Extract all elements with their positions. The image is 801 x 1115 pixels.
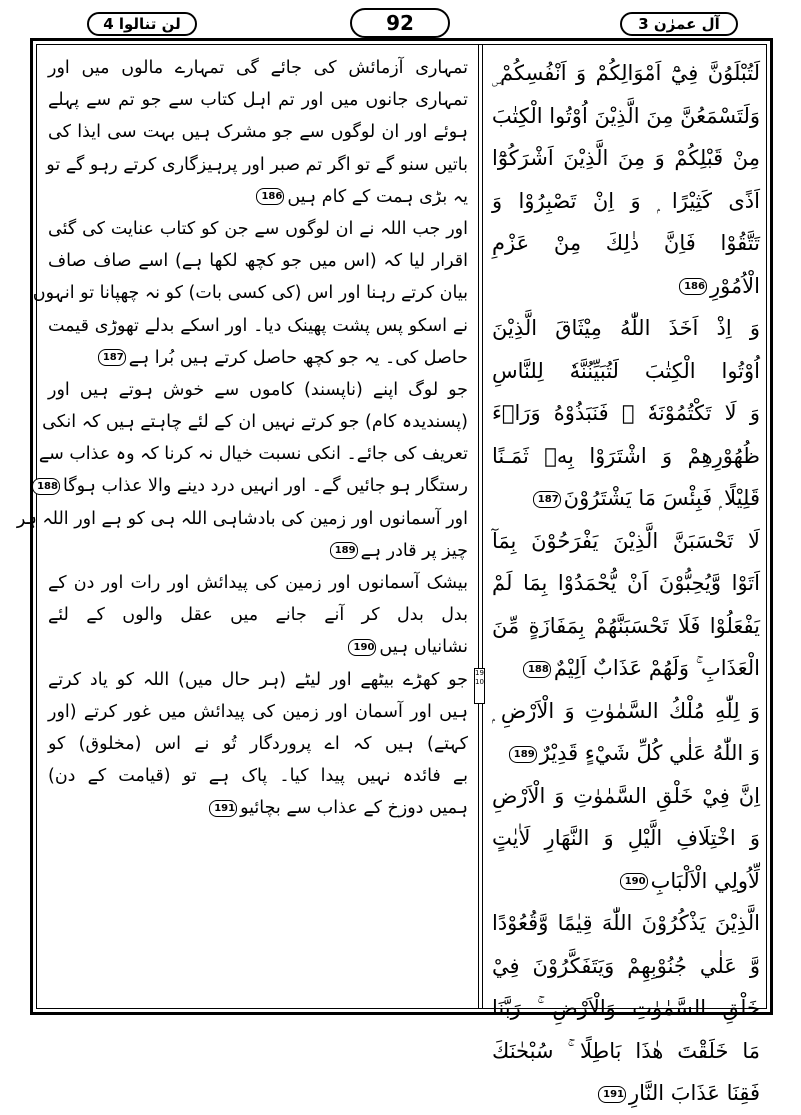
urdu-line: [48, 84, 468, 116]
urdu-line-text: تمہاری جانوں میں اور تم اہل کتاب سے جو تم سے پہلے: [48, 90, 468, 111]
ayah-number-marker: 188: [32, 478, 60, 495]
urdu-line-text: رستگار ہو جائیں گے۔ اور انہیں درد دینے والا عذاب ہوگا: [62, 476, 468, 497]
ruku-marker-bottom: 10: [475, 678, 484, 686]
urdu-line-text: چیز پر قادر ہے: [360, 540, 468, 561]
arabic-line-text: يَفْعَلُوْا فَلَا تَحْسَبَنَّھُمْ بِمَفَازَةٍ مِّنَ: [492, 613, 760, 638]
urdu-line-text: اور جب اللہ نے ان لوگوں سے جن کو کتاب عنایت کی گئی: [48, 218, 468, 239]
ayah-number-marker: 186: [679, 278, 707, 295]
arabic-line: [492, 690, 760, 733]
urdu-line-text: نے اسکو پس پشت پھینک دیا۔ اور اسکے بدلے تھوڑی قیمت: [48, 315, 468, 336]
ayah-number-marker: 190: [348, 639, 376, 656]
arabic-line: [492, 180, 760, 223]
urdu-line: [48, 181, 468, 213]
ruku-marker-top: 19: [475, 669, 484, 677]
urdu-line: [48, 567, 468, 599]
arabic-line-text: الْاُمُوْرِ: [709, 273, 760, 298]
arabic-line: [492, 817, 760, 860]
arabic-line-text: وَ لِلّٰهِ مُلْكُ السَّمٰوٰتِ وَ الْاَرْضِ ۭ: [492, 698, 760, 723]
urdu-line-text: جو کھڑے بیٹھے اور لیٹے (ہر حال میں) اللہ کو یاد کرتے: [48, 669, 468, 690]
arabic-line-text: وَ اللّٰهُ عَلٰي كُلِّ شَيْءٍ قَدِيْرٌ: [539, 741, 760, 765]
arabic-line-text: مَا خَلَقْتَ ھٰذَا بَاطِلًا ۚ سُبْحٰنَكَ: [492, 1038, 760, 1063]
arabic-line-text: خَلْقِ السَّمٰوٰتِ وَالْاَرْضِ ۚ رَبَّنَا: [492, 996, 760, 1020]
urdu-line-text: کہتے) ہیں کہ اے پروردگار تُو نے اس (مخلوق) کو: [48, 733, 468, 754]
ayah-number-marker: 189: [330, 542, 358, 559]
urdu-line: [48, 792, 468, 824]
arabic-line: [492, 265, 760, 308]
urdu-line: [48, 760, 468, 792]
column-divider-inner: [482, 44, 483, 1009]
urdu-line: [38, 438, 468, 470]
urdu-line: [48, 116, 468, 148]
arabic-line: [492, 1030, 760, 1073]
urdu-line-text: ہمیں دوزخ کے عذاب سے بچائیو: [240, 798, 468, 819]
urdu-line: [48, 149, 468, 181]
urdu-line-text: اقرار لیا کہ (اس میں جو کچھ لکھا ہے) اسے صاف صاف: [48, 251, 468, 272]
urdu-line: [16, 503, 468, 535]
urdu-line-text: بیان کرتے رہنا اور اس (کی کسی بات) کو نہ چھپانا تو انہوں: [32, 283, 468, 304]
ruku-marker: [474, 668, 485, 704]
arabic-line: [492, 477, 760, 520]
arabic-line-text: اَذًى كَثِيْرًا ۭ وَ اِنْ تَصْبِرُوْا وَ: [492, 188, 760, 213]
arabic-line-text: اَتَوْا وَّيُحِبُّوْنَ اَنْ يُّحْمَدُوْا بِمَا لَمْ: [492, 571, 760, 595]
arabic-line: [492, 52, 760, 95]
ayah-number-marker: 188: [523, 661, 551, 678]
column-divider: [478, 44, 479, 1009]
arabic-line: [492, 987, 760, 1030]
urdu-line-text: اور آسمانوں اور زمین کی بادشاہی اللہ ہی کو ہے اور اللہ ہر: [16, 508, 468, 529]
urdu-line: [48, 52, 468, 84]
urdu-line: [48, 310, 468, 342]
arabic-line: [492, 95, 760, 138]
urdu-line-text: جو لوگ اپنے (ناپسند) کاموں سے خوش ہوتے ہیں اور: [48, 379, 468, 400]
urdu-line: [48, 245, 468, 277]
ayah-number-marker: 186: [256, 188, 284, 205]
urdu-line: [48, 631, 468, 663]
arabic-line-text: الَّذِيْنَ يَذْكُرُوْنَ اللّٰهَ قِيٰمًا وَّقُعُوْدًا: [492, 911, 760, 935]
urdu-line: [48, 374, 468, 406]
arabic-line: [492, 1072, 760, 1115]
arabic-line: [492, 902, 760, 945]
urdu-translation-column: [16, 52, 468, 825]
arabic-line-text: الْعَذَابِ ۚ وَلَھُمْ عَذَابٌ اَلِيْمٌ: [553, 656, 760, 680]
urdu-line: [48, 696, 468, 728]
arabic-line: [492, 562, 760, 605]
ayah-number-marker: 191: [598, 1086, 626, 1103]
page-number: 92: [350, 8, 450, 38]
urdu-line-text: ہوئے اور ان لوگوں سے جو مشرک ہیں بہت سی ایذا کی: [48, 122, 468, 143]
arabic-line-text: اُوْتُوا الْكِتٰبَ لَتُبَيِّنُنَّهٗ لِلنَّاسِ: [492, 358, 760, 383]
arabic-line-text: وَ اخْتِلَافِ الَّيْلِ وَ النَّهَارِ لَاٰيٰتٍ: [492, 826, 760, 850]
urdu-line: [32, 277, 468, 309]
arabic-line: [492, 222, 760, 265]
urdu-line-text: نشانیاں ہیں: [379, 637, 468, 658]
urdu-line-text: بیشک آسمانوں اور زمین کی پیدائش اور رات اور دن کے: [48, 573, 468, 593]
arabic-line: [492, 350, 760, 393]
arabic-line: [492, 860, 760, 903]
urdu-line: [48, 664, 468, 696]
urdu-line-text: تعریف کی جائے۔ انکی نسبت خیال نہ کرنا کہ وہ عذاب سے: [38, 444, 468, 465]
urdu-line-text: بدل بدل کر آنے جانے میں عقل والوں کے لئے: [48, 605, 468, 626]
arabic-line: [492, 732, 760, 775]
urdu-line: [37, 470, 468, 502]
arabic-line: [492, 307, 760, 350]
arabic-line: [492, 520, 760, 563]
ayah-number-marker: 187: [98, 349, 126, 366]
urdu-line: [48, 213, 468, 245]
arabic-line-text: لِّاُولِي الْاَلْبَابِ: [650, 868, 760, 893]
ayah-number-marker: 187: [533, 491, 561, 508]
arabic-line-text: قَلِيْلًا ۭ فَبِئْسَ مَا يَشْتَرُوْنَ: [563, 486, 760, 510]
surah-label: آل عمرٰن 3: [620, 12, 738, 36]
arabic-line: [492, 392, 760, 435]
arabic-line-text: اِنَّ فِيْ خَلْقِ السَّمٰوٰتِ وَ الْاَرْضِ: [492, 783, 760, 808]
urdu-line: [42, 406, 468, 438]
arabic-line: [492, 647, 760, 690]
arabic-line: [492, 775, 760, 818]
arabic-line-text: مِنْ قَبْلِكُمْ وَ مِنَ الَّذِيْنَ اَشْرَكُوْٓا: [492, 146, 760, 170]
urdu-line-text: باتیں سنو گے تو اگر تم صبر اور پرہیزگاری کرتے رہو گے تو: [46, 154, 468, 175]
urdu-line-text: ہیں اور آسمان اور زمین کی پیدائش میں غور کرتے (اور: [48, 701, 468, 722]
urdu-line: [48, 728, 468, 760]
arabic-line-text: فَقِنَا عَذَابَ النَّارِ: [628, 1081, 760, 1105]
urdu-line: [48, 342, 468, 374]
arabic-line-text: وَ لَا تَكْتُمُوْنَهٗ ۡ فَنَبَذُوْهُ وَرَاۗءَ: [492, 401, 760, 425]
arabic-line: [492, 605, 760, 648]
urdu-line-text: یہ بڑی ہمت کے کام ہیں: [287, 186, 468, 207]
ayah-number-marker: 189: [509, 746, 537, 763]
arabic-line-text: وَ اِذْ اَخَذَ اللّٰهُ مِيْثَاقَ الَّذِيْنَ: [492, 316, 760, 340]
arabic-line: [492, 137, 760, 180]
urdu-line-text: بے فائدہ نہیں پیدا کیا۔ پاک ہے تو (قیامت کے دن): [48, 766, 468, 787]
arabic-line-text: وَلَتَسْمَعُنَّ مِنَ الَّذِيْنَ اُوْتُوا الْكِتٰبَ: [491, 103, 760, 128]
urdu-line-text: (پسندیدہ کام) جو کرتے نہیں ان کے لئے چاہتے ہیں کہ انکی: [42, 412, 468, 433]
arabic-line: [492, 435, 760, 478]
ayah-number-marker: 191: [209, 800, 237, 817]
ayah-number-marker: 190: [620, 873, 648, 890]
arabic-line-text: وَّ عَلٰي جُنُوْبِهِمْ وَيَتَفَكَّرُوْنَ فِيْ: [492, 953, 760, 978]
urdu-line: [48, 535, 468, 567]
arabic-text-column: [492, 52, 760, 1115]
arabic-line-text: ظُهُوْرِهِمْ وَ اشْتَرَوْا بِهٖ ثَمَـنًا: [492, 443, 760, 468]
arabic-line-text: لَتُبْلَوُنَّ فِيْٓ اَمْوَالِكُمْ وَ اَنْفُسِكُمْ ۣ: [492, 61, 760, 85]
urdu-line-text: تمہاری آزمائش کی جائے گی تمہارے مالوں میں اور: [48, 58, 468, 78]
arabic-line-text: تَتَّقُوْا فَاِنَّ ذٰلِكَ مِنْ عَزْمِ: [492, 231, 760, 255]
arabic-line: [492, 945, 760, 988]
juz-label: لن تنالوا 4: [87, 12, 197, 36]
urdu-line-text: حاصل کی۔ یہ جو کچھ حاصل کرتے ہیں بُرا ہے: [128, 347, 468, 368]
urdu-line: [48, 599, 468, 631]
arabic-line-text: لَا تَحْسَبَنَّ الَّذِيْنَ يَفْرَحُوْنَ بِمَآ: [492, 528, 760, 553]
